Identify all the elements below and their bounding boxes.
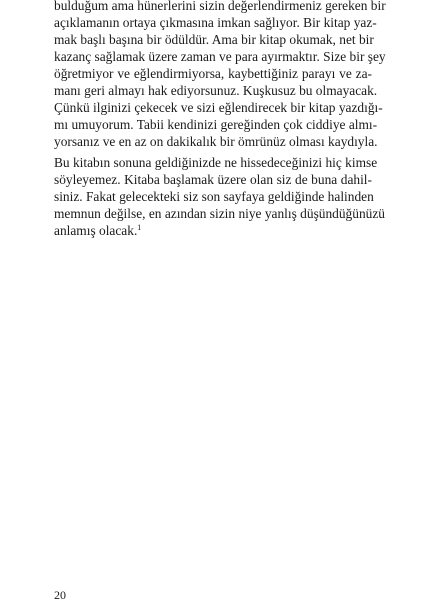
text-line: bulduğum ama hünerlerini sizin değerlendirmeniz gereken bir bbox=[54, 0, 386, 13]
page-number: 20 bbox=[54, 588, 66, 602]
text-line-final bbox=[54, 222, 372, 239]
paragraph-1 bbox=[54, 0, 386, 150]
text-line: yorsanız ve en az on dakikalık bir ömrünüz olması kaydıyla. bbox=[54, 134, 378, 149]
text-line: siniz. Fakat gelecekteki siz son sayfaya geldiğinde halinden bbox=[54, 189, 374, 204]
text-line: manı geri almayı hak ediyorsunuz. Kuşkusuz bu olmayacak. bbox=[54, 83, 378, 98]
text-line: mak başlı başına bir ödüldür. Ama bir kitap okumak, net bir bbox=[54, 32, 374, 47]
final-line-text: anlamış olacak. bbox=[54, 223, 138, 238]
text-line: öğretmiyor ve eğlendirmiyorsa, kaybettiğiniz parayı ve za- bbox=[54, 66, 372, 81]
text-line: söyleyemez. Kitaba başlamak üzere olan siz de buna dahil- bbox=[54, 172, 372, 187]
text-line: kazanç sağlamak üzere zaman ve para ayırmaktır. Size bir şey bbox=[54, 49, 386, 64]
text-line: mı umuyorum. Tabii kendinizi gereğinden çok ciddiye almı- bbox=[54, 117, 378, 132]
footnote-marker[interactable]: 1 bbox=[137, 223, 142, 232]
paragraph-2 bbox=[54, 154, 385, 239]
text-line: açıklamanın ortaya çıkmasına imkan sağlıyor. Bir kitap yaz- bbox=[54, 15, 377, 30]
text-line: Çünkü ilginizi çekecek ve sizi eğlendirecek bir kitap yazdığı- bbox=[54, 100, 383, 115]
text-line: Bu kitabın sonuna geldiğinizde ne hissedeceğinizi hiç kimse bbox=[54, 155, 378, 170]
text-line: memnun değilse, en azından sizin niye yanlış düşündüğünüzü bbox=[54, 206, 385, 221]
